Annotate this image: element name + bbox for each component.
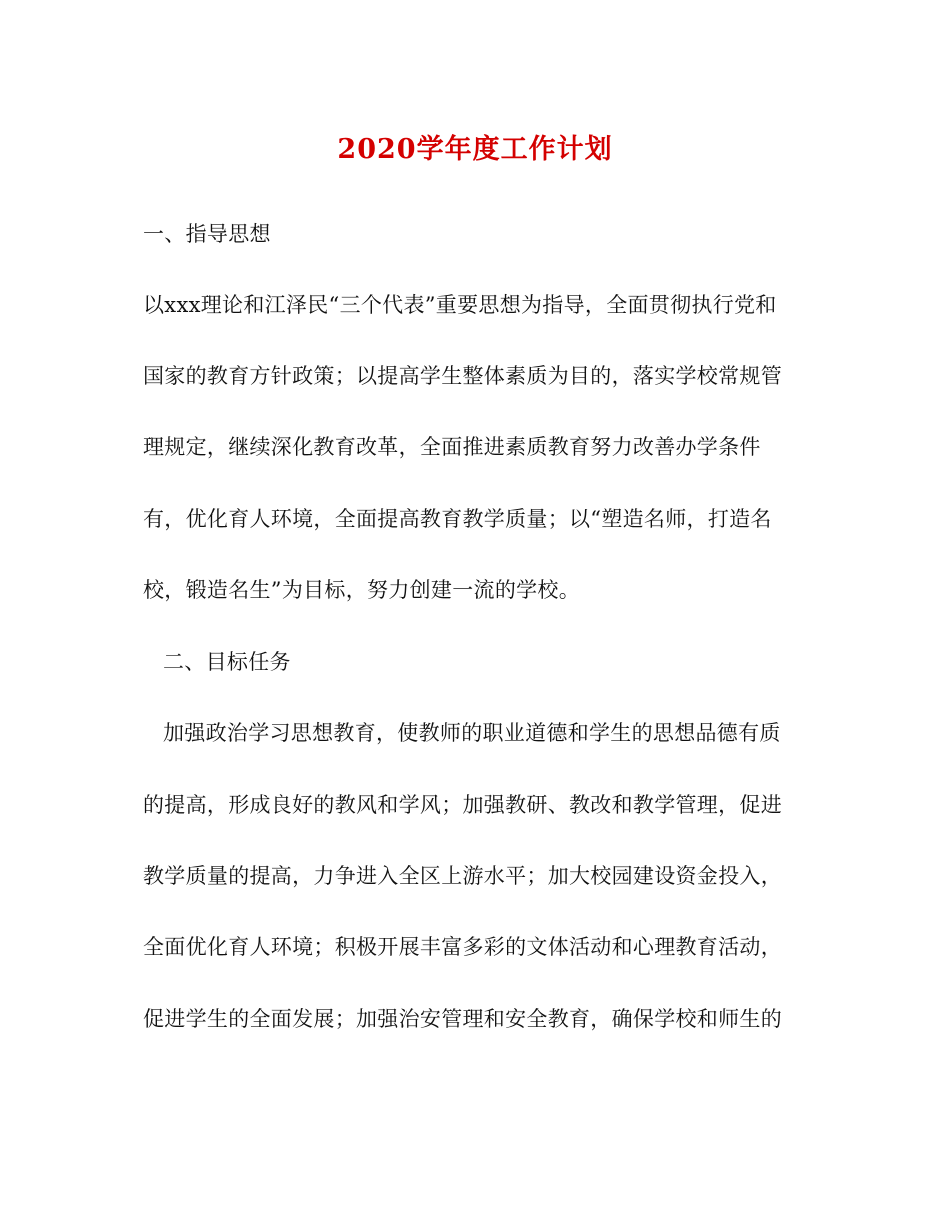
- section-heading-goals: 二、目标任务: [163, 650, 291, 674]
- paragraph-line: 教学质量的提高，力争进入全区上游水平；加大校园建设资金投入，: [143, 864, 782, 888]
- paragraph-line: 有，优化育人环境，全面提高教育教学质量；以“塑造名师，打造名: [143, 507, 772, 531]
- paragraph-line: 校，锻造名生”为目标，努力创建一流的学校。: [143, 578, 581, 602]
- paragraph-line: 的提高，形成良好的教风和学风；加强教研、教改和教学管理，促进: [143, 793, 782, 817]
- paragraph-line: 理规定，继续深化教育改革，全面推进素质教育努力改善办学条件: [143, 435, 761, 459]
- section-heading-guiding-thought: 一、指导思想: [143, 222, 271, 246]
- document-title: 2020学年度工作计划: [337, 134, 613, 165]
- paragraph-line: 全面优化育人环境；积极开展丰富多彩的文体活动和心理教育活动，: [143, 935, 782, 959]
- paragraph-line: 促进学生的全面发展；加强治安管理和安全教育，确保学校和师生的: [143, 1007, 782, 1031]
- paragraph-line: 国家的教育方针政策；以提高学生整体素质为目的，落实学校常规管: [143, 364, 782, 388]
- paragraph-line: 加强政治学习思想教育，使教师的职业道德和学生的思想品德有质: [163, 721, 781, 745]
- paragraph-line: 以xxx理论和江泽民“三个代表”重要思想为指导，全面贯彻执行党和: [143, 293, 777, 317]
